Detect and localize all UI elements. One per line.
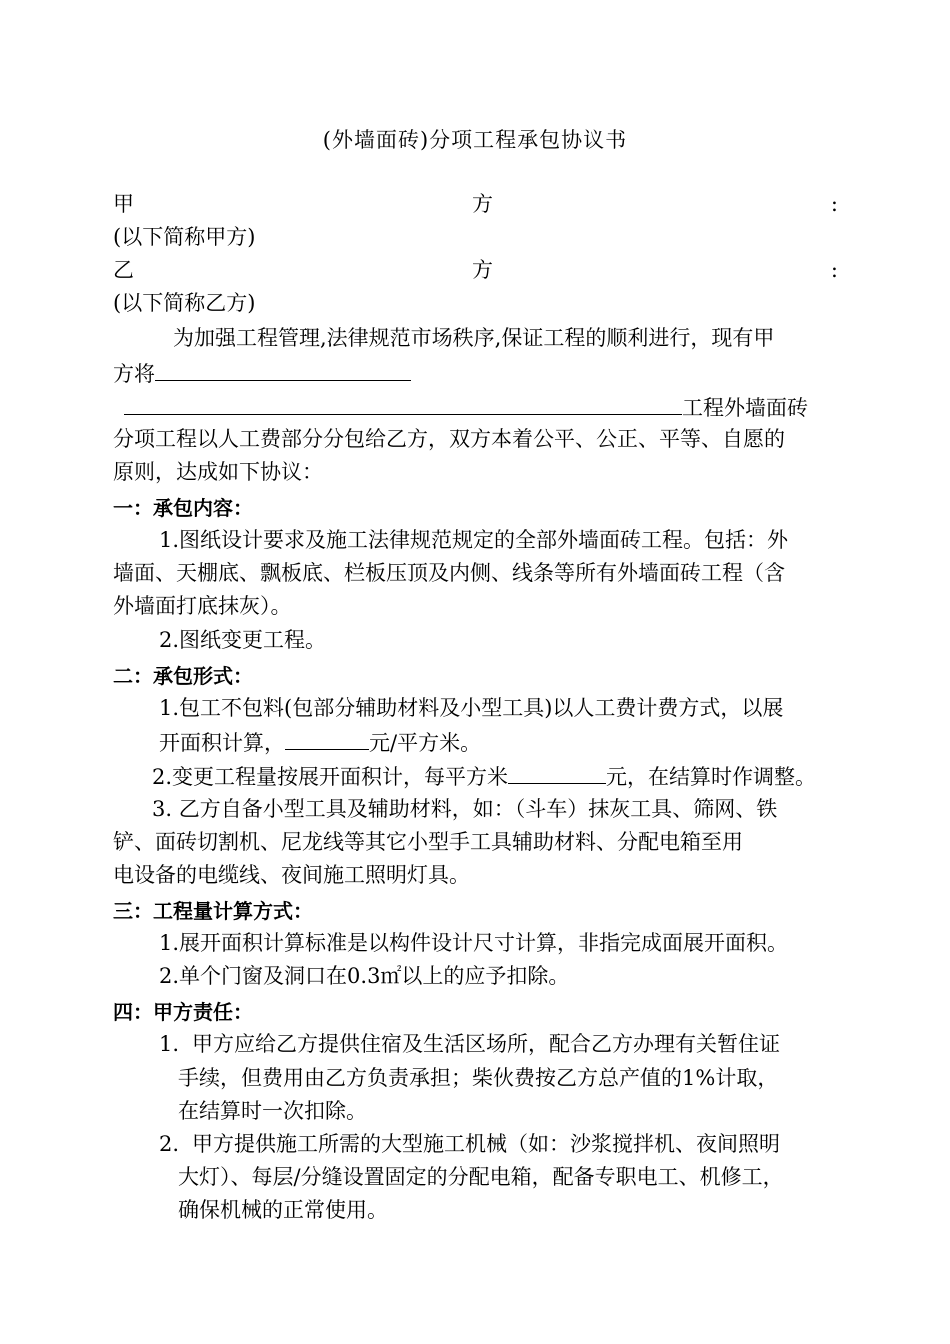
s4-item-1-number: 1. [159,1032,180,1056]
s1-item-2: 2.图纸变更工程。 [159,628,327,652]
s2-item-2-pre: 2.变更工程量按展开面积计，每平方米 [152,765,509,789]
s2-item-1-line-2 [159,727,481,757]
section-1-heading: 一：承包内容： [113,496,253,520]
intro-line-1: 为加强工程管理,法律规范市场秩序,保证工程的顺利进行，现有甲 [173,326,775,350]
s2-item-3-line-1: 3. 乙方自备小型工具及辅助材料，如：（斗车）抹灰工具、筛网、铁 [152,797,778,821]
party-a-char-1: 甲 [113,192,134,216]
party-b-line [0,256,950,284]
s4-item-2-line-2: 大灯）、每层/分缝设置固定的分配电箱，配备专职电工、机修工， [178,1165,784,1189]
party-b-char-1: 乙 [113,258,134,282]
s1-item-1-line-3: 外墙面打底抹灰）。 [113,594,292,618]
intro-line-3 [124,392,808,422]
section-3-heading: 三：工程量计算方式： [113,899,313,923]
s2-item-1-line-2-pre: 开面积计算， [159,731,285,755]
s4-item-1-line-2: 手续，但费用由乙方负责承担；柴伙费按乙方总产值的1%计取， [178,1066,779,1090]
s4-item-2-line-1: 甲方提供施工所需的大型施工机械（如：沙浆搅拌机、夜间照明 [192,1132,780,1156]
s1-item-1-line-1: 1.图纸设计要求及施工法律规范规定的全部外墙面砖工程。包括：外 [159,528,789,552]
project-blank-2 [124,392,682,415]
s2-item-1-line-1: 1.包工不包料(包部分辅助材料及小型工具)以人工费计费方式，以展 [159,696,784,720]
party-a-note: (以下简称甲方) [113,225,256,249]
party-a-colon: : [830,192,838,216]
intro-line-3-text: 工程外墙面砖 [682,396,808,420]
section-2-heading: 二：承包形式： [113,664,253,688]
s4-item-1-line-1: 甲方应给乙方提供住宿及生活区场所，配合乙方办理有关暂住证 [192,1032,780,1056]
document-title: (外墙面砖)分项工程承包协议书 [322,128,628,152]
s2-item-2 [152,761,816,791]
section-4-heading: 四：甲方责任： [113,1000,253,1024]
intro-line-4: 分项工程以人工费部分分包给乙方，双方本着公平、公正、平等、自愿的 [113,427,785,451]
party-b-colon: : [830,258,838,282]
intro-line-2-text: 方将 [113,362,155,386]
party-b-note: (以下简称乙方) [113,291,256,315]
intro-line-5: 原则，达成如下协议： [113,460,323,484]
s3-item-1: 1.展开面积计算标准是以构件设计尺寸计算，非指完成面展开面积。 [159,931,789,955]
s2-item-2-post: 元，在结算时作调整。 [606,765,817,789]
intro-line-2 [113,358,411,388]
s4-item-1-line-3: 在结算时一次扣除。 [178,1099,367,1123]
s3-item-2: 2.单个门窗及洞口在0.3㎡以上的应予扣除。 [159,964,570,988]
party-a-char-2: 方 [471,192,493,216]
s2-item-3-line-2: 铲、面砖切割机、尼龙线等其它小型手工具辅助材料、分配电箱至用 [113,830,743,854]
s2-item-3-line-3: 电设备的电缆线、夜间施工照明灯具。 [113,863,470,887]
project-blank-1 [155,358,411,381]
party-a-line [0,190,950,218]
party-b-char-2: 方 [471,258,493,282]
s4-item-2-line-3: 确保机械的正常使用。 [178,1198,388,1222]
change-price-blank [508,761,606,784]
unit-price-blank [285,727,369,750]
s1-item-1-line-2: 墙面、天棚底、飘板底、栏板压顶及内侧、线条等所有外墙面砖工程（含 [113,561,785,585]
s4-item-2-number: 2. [159,1132,180,1156]
s2-item-1-line-2-post: 元/平方米。 [369,731,482,755]
